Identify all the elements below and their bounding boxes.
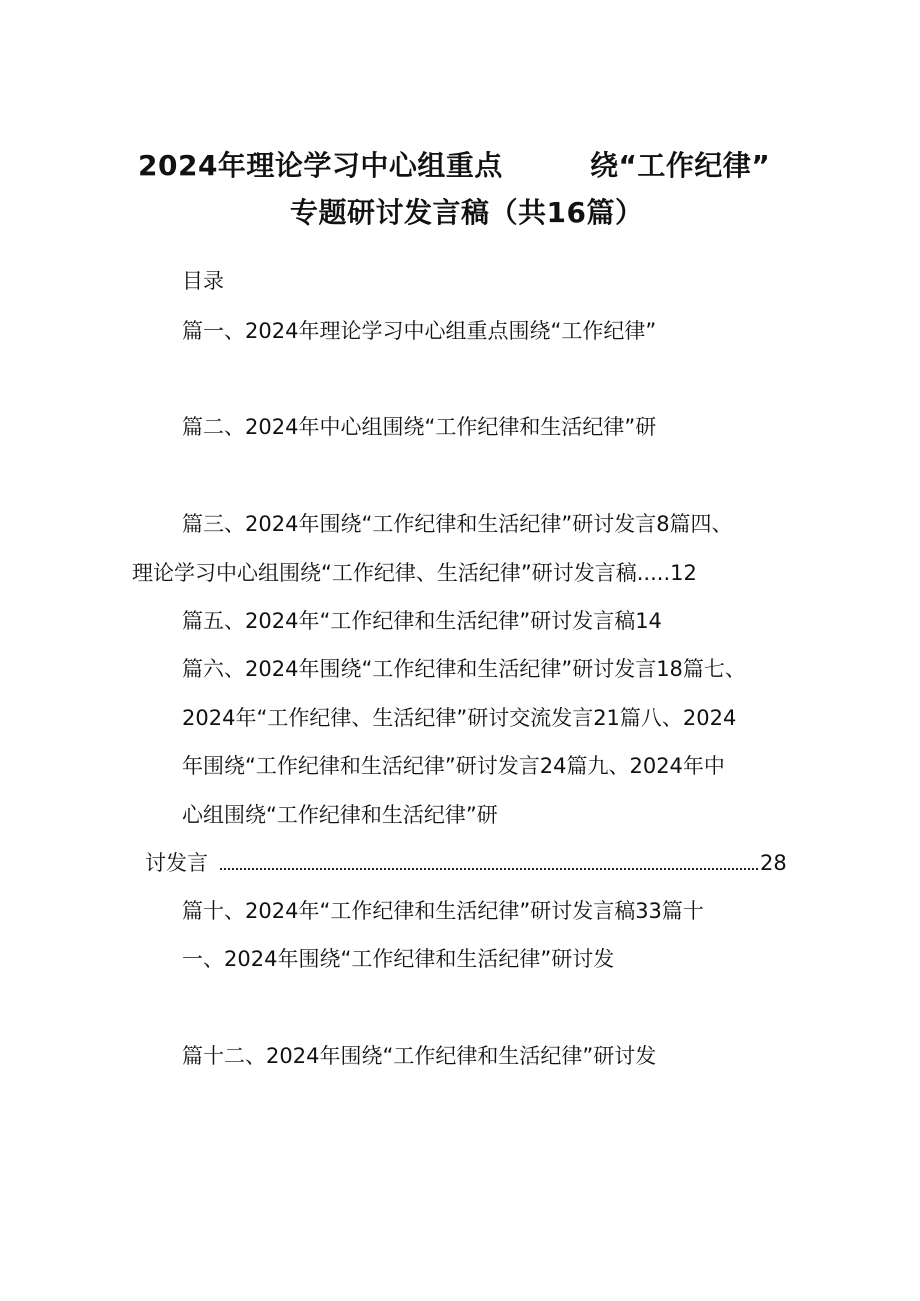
toc-line: 讨发言 <box>145 851 208 875</box>
toc-line: 篇一、2024年理论学习中心组重点围绕“工作纪律” <box>182 319 657 343</box>
toc-line: 篇三、2024年围绕“工作纪律和生活纪律”研讨发言8篇四、 <box>182 512 733 536</box>
title-line1-left: 2024年理论学习中心组重点 <box>138 149 503 182</box>
title-line1-right: 绕“工作纪律” <box>590 149 771 182</box>
toc-leader-dots <box>220 864 758 870</box>
title-line2: 专题研讨发言稿（共16篇） <box>290 196 644 229</box>
toc-page-number: 28 <box>760 851 787 875</box>
toc-line: 一、2024年围绕“工作纪律和生活纪律”研讨发 <box>182 947 615 971</box>
toc-line: 篇六、2024年围绕“工作纪律和生活纪律”研讨发言18篇七、 <box>182 657 746 681</box>
toc-line: 篇十、2024年“工作纪律和生活纪律”研讨发言稿33篇十 <box>182 899 704 923</box>
toc-line: 篇五、2024年“工作纪律和生活纪律”研讨发言稿14 <box>182 609 662 633</box>
toc-line: 心组围绕“工作纪律和生活纪律”研 <box>182 803 498 827</box>
toc-line: 篇二、2024年中心组围绕“工作纪律和生活纪律”研 <box>182 415 657 439</box>
toc-line: 2024年“工作纪律、生活纪律”研讨交流发言21篇八、2024 <box>182 706 737 730</box>
toc-line: 理论学习中心组围绕“工作纪律、生活纪律”研讨发言稿.....12 <box>132 561 697 585</box>
toc-heading: 目录 <box>182 269 224 293</box>
toc-line: 篇十二、2024年围绕“工作纪律和生活纪律”研讨发 <box>182 1044 657 1068</box>
toc-line: 年围绕“工作纪律和生活纪律”研讨发言24篇九、2024年中 <box>182 754 725 778</box>
